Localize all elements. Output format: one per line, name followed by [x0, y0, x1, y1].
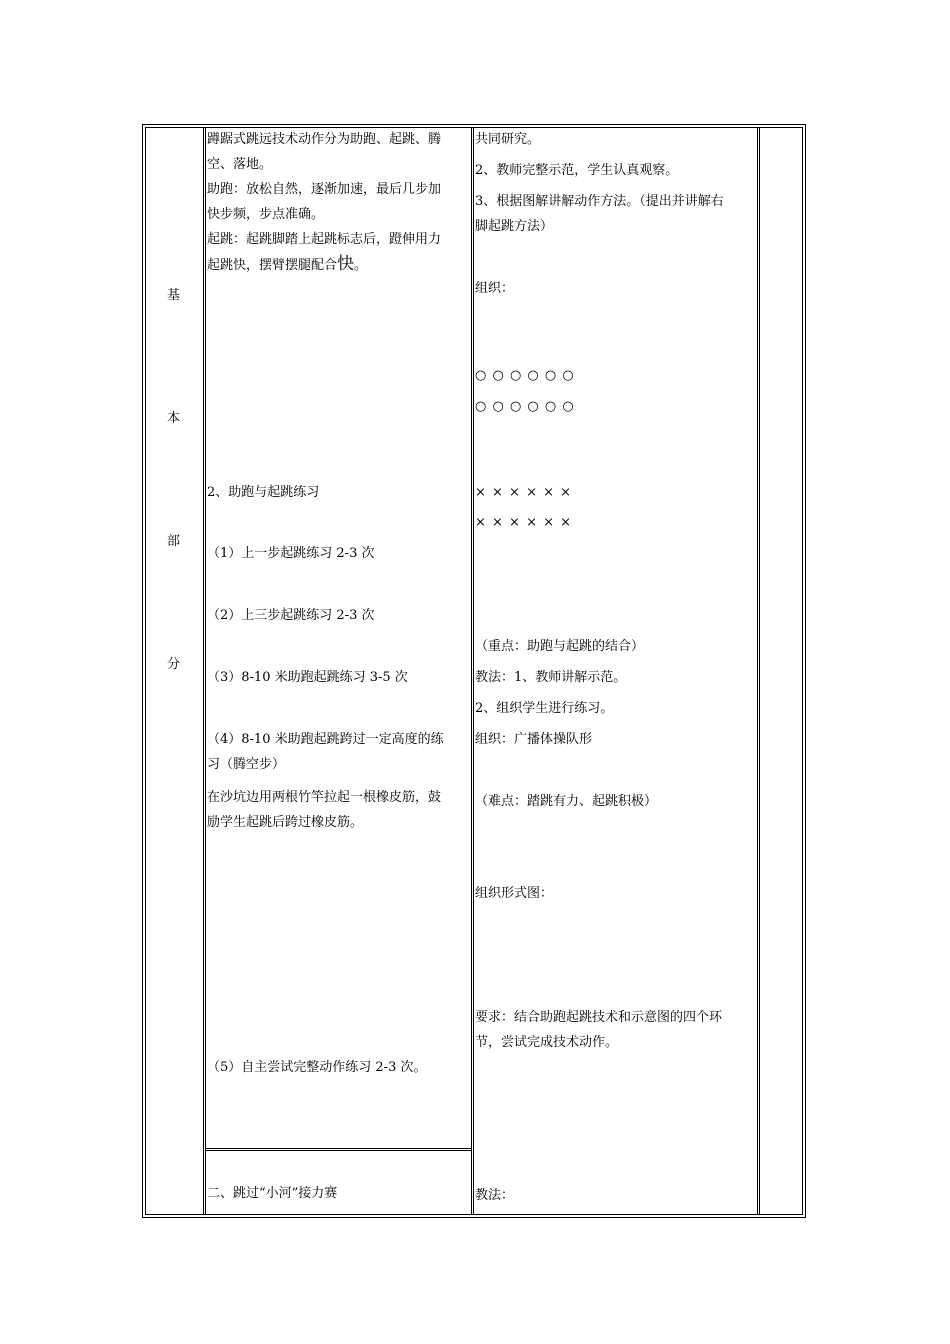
takeoff-line-1: 起跳：起跳脚踏上起跳标志后，蹬伸用力	[207, 232, 442, 247]
runup-line-2: 快步频，步点准确。	[207, 207, 325, 222]
formation-crosses-row-2: × × × × × ×	[475, 515, 573, 530]
runup-line-1: 助跑：放松自然，逐渐加速，最后几步加	[207, 182, 442, 197]
organization-label-1: 组织：	[475, 281, 515, 296]
relay-title: 二、跳过“小河”接力赛	[207, 1186, 338, 1201]
practice-item-2: （2）上三步起跳练习 2-3 次	[207, 608, 375, 623]
teaching-method-1: 教法：1、教师讲解示范。	[475, 670, 627, 685]
requirement-line-2: 节，尝试完成技术动作。	[475, 1035, 619, 1050]
takeoff-emphasis: 快	[337, 254, 355, 274]
focus-point: （重点：助跑与起跳的结合）	[475, 639, 645, 654]
method-line-1: 共同研究。	[475, 132, 541, 147]
practice-item-1: （1）上一步起跳练习 2-3 次	[207, 546, 375, 561]
sandpit-note-line-1: 在沙坑边用两根竹竿拉起一根橡皮筋，鼓	[207, 790, 442, 805]
section-label-char-1: 基	[167, 288, 181, 303]
takeoff-line-2	[207, 256, 367, 274]
table-border-bottom-outer	[142, 1217, 806, 1218]
column-divider-2	[471, 127, 472, 1215]
column-divider-3	[757, 127, 758, 1215]
row-divider-b	[205, 1150, 471, 1151]
takeoff-end: 。	[354, 258, 368, 273]
table-border-top-outer	[142, 124, 806, 125]
column-divider-1	[203, 127, 204, 1215]
table-border-right-outer	[805, 124, 806, 1218]
method-line-2: 2、教师完整示范，学生认真观察。	[475, 163, 679, 178]
section-label-char-4: 分	[167, 657, 181, 672]
column-divider-3b	[759, 127, 760, 1215]
table-border-top-inner	[145, 127, 803, 128]
table-border-left-outer	[142, 124, 143, 1218]
table-border-right-inner	[802, 127, 803, 1215]
teaching-method-2: 2、组织学生进行练习。	[475, 701, 614, 716]
column-divider-2b	[473, 127, 474, 1215]
requirement-line-1: 要求：结合助跑起跳技术和示意图的四个环	[475, 1010, 723, 1025]
formation-circles-row-1: ○ ○ ○ ○ ○ ○	[475, 368, 575, 383]
organization-diagram-label: 组织形式图：	[475, 886, 554, 901]
formation-crosses-row-1: × × × × × ×	[475, 485, 573, 500]
table-border-bottom-inner	[145, 1214, 803, 1215]
section-label-char-3: 部	[167, 534, 181, 549]
practice-item-4-line-2: 习（腾空步）	[207, 757, 286, 772]
method-line-3a: 3、根据图解讲解动作方法。（提出并讲解右	[475, 194, 724, 209]
section-label-char-2: 本	[167, 411, 181, 426]
practice-title: 2、助跑与起跳练习	[207, 485, 320, 500]
method-line-3b: 脚起跳方法）	[475, 219, 554, 234]
intro-line-1: 蹲踞式跳远技术动作分为助跑、起跳、腾	[207, 132, 442, 147]
practice-item-4-line-1: （4）8-10 米助跑起跳跨过一定高度的练	[207, 732, 444, 747]
sandpit-note-line-2: 励学生起跳后跨过橡皮筋。	[207, 815, 364, 830]
takeoff-text: 起跳快，摆臂摆腿配合	[207, 258, 338, 273]
table-border-left-inner	[145, 127, 146, 1215]
formation-circles-row-2: ○ ○ ○ ○ ○ ○	[475, 399, 575, 414]
practice-item-5: （5）自主尝试完整动作练习 2-3 次。	[207, 1060, 427, 1075]
practice-item-3: （3）8-10 米助跑起跳练习 3-5 次	[207, 670, 408, 685]
teaching-method-last: 教法：	[475, 1188, 515, 1203]
intro-line-2: 空、落地。	[207, 157, 273, 172]
row-divider	[205, 1148, 471, 1149]
organization-label-2: 组织：广播体操队形	[475, 732, 593, 747]
difficulty-point: （难点：踏跳有力、起跳积极）	[475, 794, 658, 809]
column-divider-1b	[205, 127, 206, 1215]
